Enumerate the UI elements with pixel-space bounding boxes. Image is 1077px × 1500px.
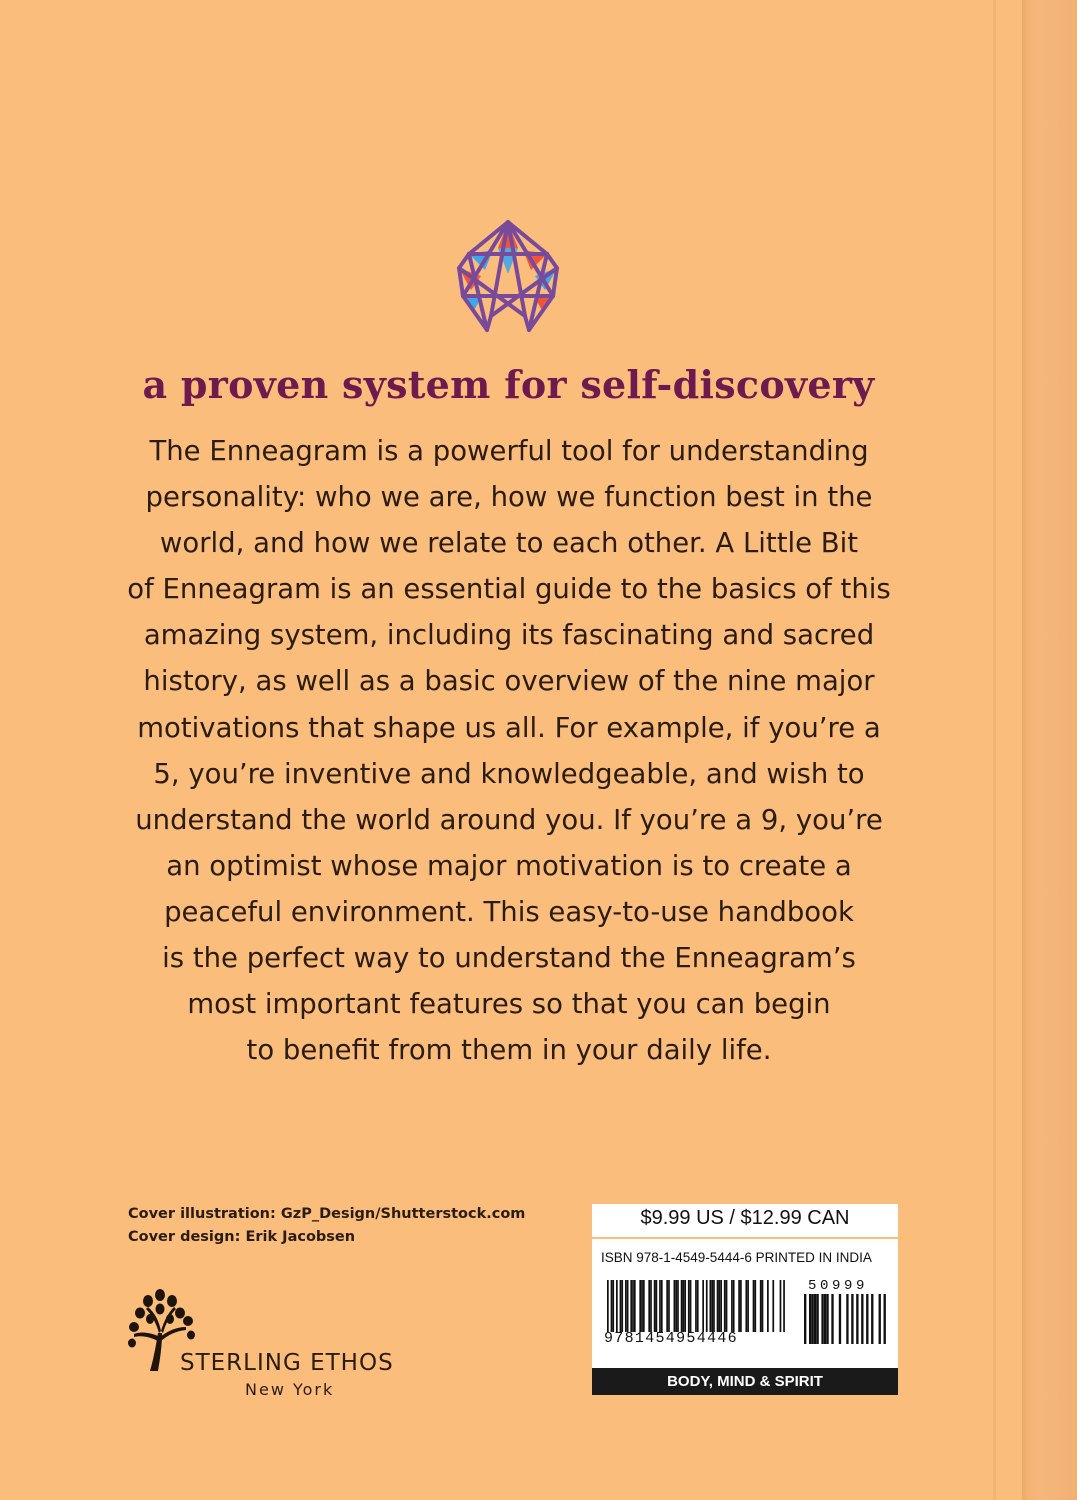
barcode-bar xyxy=(681,1280,683,1332)
barcode-bar xyxy=(659,1280,661,1332)
barcode-bar xyxy=(643,1280,645,1332)
barcode-bar xyxy=(650,1280,652,1332)
barcode-bar xyxy=(675,1280,677,1332)
cover-credits xyxy=(128,1203,525,1249)
barcode-bar xyxy=(630,1280,632,1332)
barcode-bar xyxy=(616,1280,618,1332)
barcode-bar xyxy=(821,1294,823,1344)
barcode-bar xyxy=(856,1294,858,1344)
price-label: $9.99 US / $12.99 CAN xyxy=(640,1207,850,1229)
barcode-bar xyxy=(866,1294,868,1344)
barcode-bar xyxy=(690,1280,692,1332)
barcode-bar xyxy=(762,1280,764,1332)
barcode-bar xyxy=(753,1280,755,1332)
barcode-bar xyxy=(713,1280,715,1332)
barcode-bar xyxy=(816,1294,818,1344)
isbn-label: ISBN 978-1-4549-5444-6 PRINTED IN INDIA xyxy=(601,1250,872,1265)
barcode-bar xyxy=(814,1294,816,1344)
headline: a proven system for self-discovery xyxy=(142,362,875,407)
blurb-line: personality: who we are, how we function best in the xyxy=(145,481,873,514)
category-label: BODY, MIND & SPIRIT xyxy=(592,1368,898,1395)
barcode-bar xyxy=(634,1280,636,1332)
barcode-bar xyxy=(620,1280,622,1332)
blurb-line: is the perfect way to understand the Enneagram’s xyxy=(162,942,856,975)
barcode-bar xyxy=(641,1280,643,1332)
ean-digits: 9781454954446 xyxy=(604,1330,738,1347)
barcode-bar xyxy=(839,1294,841,1344)
enneagram-icon xyxy=(451,218,565,334)
barcode-bar xyxy=(639,1280,641,1332)
barcode-bar xyxy=(695,1280,697,1332)
barcode-bar xyxy=(666,1280,668,1332)
barcode-bar xyxy=(711,1280,713,1332)
barcode-bar xyxy=(772,1280,774,1332)
barcode-bar xyxy=(726,1280,728,1332)
barcode-bar xyxy=(612,1280,614,1332)
barcode-bar xyxy=(738,1280,740,1332)
barcode-bar xyxy=(697,1280,699,1332)
barcode-bar xyxy=(861,1294,863,1344)
barcode-bar xyxy=(760,1280,762,1332)
barcode-bar xyxy=(811,1294,813,1344)
barcode-bar xyxy=(745,1280,747,1332)
price-divider xyxy=(592,1237,898,1239)
blurb-line: most important features so that you can begin xyxy=(187,988,831,1021)
barcode-bar xyxy=(731,1280,733,1332)
barcode-bar xyxy=(627,1280,629,1332)
barcode-bar xyxy=(674,1280,676,1332)
spine-crease xyxy=(993,0,996,1500)
blurb-line: amazing system, including its fascinating and sacred xyxy=(143,619,875,652)
barcode-bar xyxy=(846,1294,848,1344)
barcode-bar xyxy=(747,1280,749,1332)
barcode-bar xyxy=(661,1280,663,1332)
barcode-bar xyxy=(718,1280,720,1332)
blurb-line: an optimist whose major motivation is to create a xyxy=(166,849,852,882)
blurb-line: understand the world around you. If you’re a 9, you’re xyxy=(135,803,883,836)
barcode-bar xyxy=(706,1280,708,1332)
barcode-panel xyxy=(592,1204,898,1395)
barcode-bar xyxy=(871,1294,873,1344)
barcode-bar xyxy=(851,1294,853,1344)
blurb-line: motivations that shape us all. For example, if you’re a xyxy=(137,711,881,744)
barcode-bar xyxy=(733,1280,735,1332)
barcode-bar xyxy=(783,1280,785,1332)
barcode-bar xyxy=(656,1280,658,1332)
barcode-bar xyxy=(621,1280,623,1332)
barcode-bar xyxy=(684,1280,686,1332)
barcode-bar xyxy=(804,1294,806,1344)
barcode-bar xyxy=(717,1280,719,1332)
barcode-bar xyxy=(809,1294,811,1344)
publisher-city: New York xyxy=(245,1380,335,1399)
illustration-credit: Cover illustration: GzP_Design/Shutterstock.com xyxy=(128,1206,526,1222)
addon-barcode xyxy=(804,1294,886,1344)
barcode-bar xyxy=(677,1280,679,1332)
blurb-text xyxy=(110,428,908,1073)
blurb-line: 5, you’re inventive and knowledgeable, and wish to xyxy=(153,757,865,790)
barcode-bar xyxy=(632,1280,634,1332)
barcode-bar xyxy=(683,1280,685,1332)
blurb-line: peaceful environment. This easy-to-use handbook xyxy=(164,895,854,928)
barcode-bar xyxy=(702,1280,704,1332)
blurb-line: to benefit from them in your daily life. xyxy=(246,1034,772,1067)
publisher-logo xyxy=(128,1287,428,1407)
barcode-bar xyxy=(611,1280,613,1332)
publisher-name: STERLING ETHOS xyxy=(180,1350,394,1376)
barcode-bar xyxy=(884,1294,886,1344)
barcode-bar xyxy=(668,1280,670,1332)
barcode-bar xyxy=(709,1280,711,1332)
barcode-bar xyxy=(826,1294,828,1344)
barcode-bar xyxy=(767,1280,769,1332)
blurb-line: world, and how we relate to each other. A Little Bit xyxy=(159,527,859,560)
barcode-bar xyxy=(824,1294,826,1344)
barcode-bar xyxy=(654,1280,656,1332)
spine-edge xyxy=(1022,0,1077,1500)
ean-barcode xyxy=(607,1280,785,1332)
barcode-bar xyxy=(831,1294,833,1344)
barcode-bar xyxy=(625,1280,627,1332)
barcode-bar xyxy=(740,1280,742,1332)
barcode-bar xyxy=(688,1280,690,1332)
barcode-bar xyxy=(724,1280,726,1332)
barcode-bar xyxy=(648,1280,650,1332)
barcode-bar xyxy=(780,1280,782,1332)
blurb-line: of Enneagram is an essential guide to the basics of this xyxy=(127,573,891,606)
barcode-bar xyxy=(754,1280,756,1332)
design-credit: Cover design: Erik Jacobsen xyxy=(128,1229,356,1245)
barcode-bar xyxy=(607,1280,609,1332)
barcode-bar xyxy=(879,1294,881,1344)
barcode-bar xyxy=(720,1280,722,1332)
blurb-line: history, as well as a basic overview of the nine major xyxy=(143,665,875,698)
addon-digits: 50999 xyxy=(808,1278,869,1294)
blurb-line: The Enneagram is a powerful tool for understanding xyxy=(149,435,869,467)
